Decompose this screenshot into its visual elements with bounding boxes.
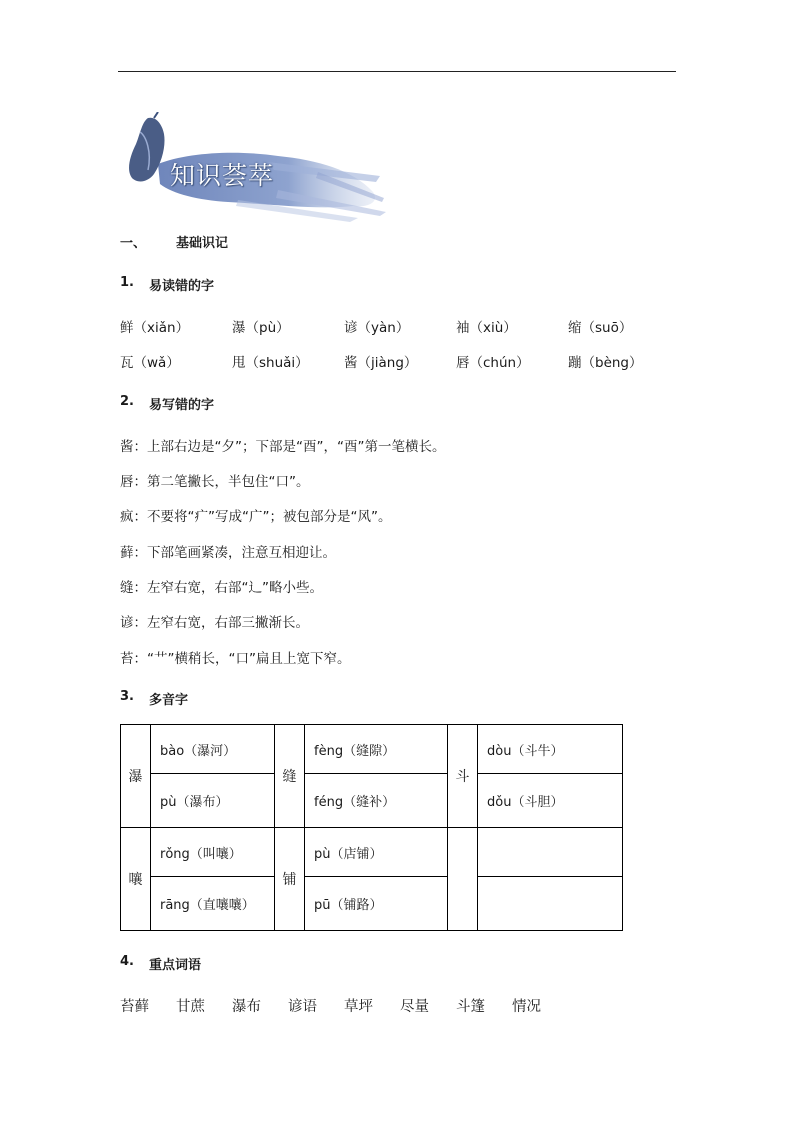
polyphone-char: 缝 bbox=[275, 725, 305, 828]
polyphone-char: 嚷 bbox=[121, 828, 151, 931]
polyphone-reading-empty bbox=[478, 877, 623, 931]
subsection-title: 多音字 bbox=[149, 693, 189, 708]
polyphone-reading: féng（缝补） bbox=[305, 774, 448, 828]
key-word: 尽量 bbox=[400, 999, 429, 1015]
reading-item: 酱（jiàng） bbox=[344, 355, 418, 371]
key-word: 草坪 bbox=[344, 999, 373, 1015]
subsection-title: 重点词语 bbox=[149, 958, 202, 973]
polyphone-reading: pù（瀑布） bbox=[151, 774, 275, 828]
reading-item: 蹦（bèng） bbox=[568, 355, 643, 371]
section-number: 一、 bbox=[120, 236, 147, 251]
subsection-number: 1. bbox=[120, 275, 134, 290]
subsection-title: 易读错的字 bbox=[149, 279, 215, 294]
key-word: 苔藓 bbox=[120, 999, 149, 1015]
writing-note: 苔：“艹”横稍长，“口”扁且上宽下窄。 bbox=[120, 651, 351, 667]
reading-item: 鲜（xiǎn） bbox=[120, 320, 190, 336]
subsection-number: 3. bbox=[120, 689, 134, 704]
polyphone-char: 铺 bbox=[275, 828, 305, 931]
polyphone-char: 斗 bbox=[448, 725, 478, 828]
writing-note: 藓：下部笔画紧凑，注意互相迎让。 bbox=[120, 545, 336, 561]
polyphone-reading: rāng（直嚷嚷） bbox=[151, 877, 275, 931]
writing-note: 缝：左窄右宽，右部“辶”略小些。 bbox=[120, 580, 323, 596]
key-word: 甘蔗 bbox=[176, 999, 205, 1015]
polyphone-char: 瀑 bbox=[121, 725, 151, 828]
section-title: 基础识记 bbox=[176, 236, 229, 251]
polyphone-reading: pù（店铺） bbox=[305, 828, 448, 877]
writing-note: 唇：第二笔撇长，半包住“口”。 bbox=[120, 474, 310, 490]
polyphone-reading-empty bbox=[478, 828, 623, 877]
header-rule bbox=[118, 71, 676, 72]
writing-note: 疯：不要将“疒”写成“广”；被包部分是“风”。 bbox=[120, 509, 392, 525]
polyphone-reading: pū（铺路） bbox=[305, 877, 448, 931]
key-word: 瀑布 bbox=[232, 999, 261, 1015]
writing-note: 谚：左窄右宽，右部三撇渐长。 bbox=[120, 615, 309, 631]
polyphone-reading: bào（瀑河） bbox=[151, 725, 275, 774]
reading-item: 瀑（pù） bbox=[232, 320, 290, 336]
subsection-title: 易写错的字 bbox=[149, 398, 215, 413]
reading-item: 唇（chún） bbox=[456, 355, 530, 371]
reading-item: 甩（shuǎi） bbox=[232, 355, 309, 371]
polyphone-char-empty bbox=[448, 828, 478, 931]
polyphone-table bbox=[120, 724, 623, 931]
polyphone-reading: dòu（斗牛） bbox=[478, 725, 623, 774]
reading-item: 瓦（wǎ） bbox=[120, 355, 180, 371]
subsection-number: 2. bbox=[120, 394, 134, 409]
polyphone-reading: fèng（缝隙） bbox=[305, 725, 448, 774]
polyphone-reading: dǒu（斗胆） bbox=[478, 774, 623, 828]
subsection-number: 4. bbox=[120, 954, 134, 969]
key-word: 谚语 bbox=[288, 999, 317, 1015]
reading-item: 缩（suō） bbox=[568, 320, 633, 336]
reading-item: 袖（xiù） bbox=[456, 320, 517, 336]
polyphone-reading: rǒng（叫嚷） bbox=[151, 828, 275, 877]
banner-title: 知识荟萃 bbox=[170, 161, 275, 190]
key-word: 斗篷 bbox=[456, 999, 485, 1015]
key-word: 情况 bbox=[512, 999, 541, 1015]
reading-item: 谚（yàn） bbox=[344, 320, 410, 336]
writing-note: 酱：上部右边是“夕”；下部是“酉”，“酉”第一笔横长。 bbox=[120, 439, 446, 455]
